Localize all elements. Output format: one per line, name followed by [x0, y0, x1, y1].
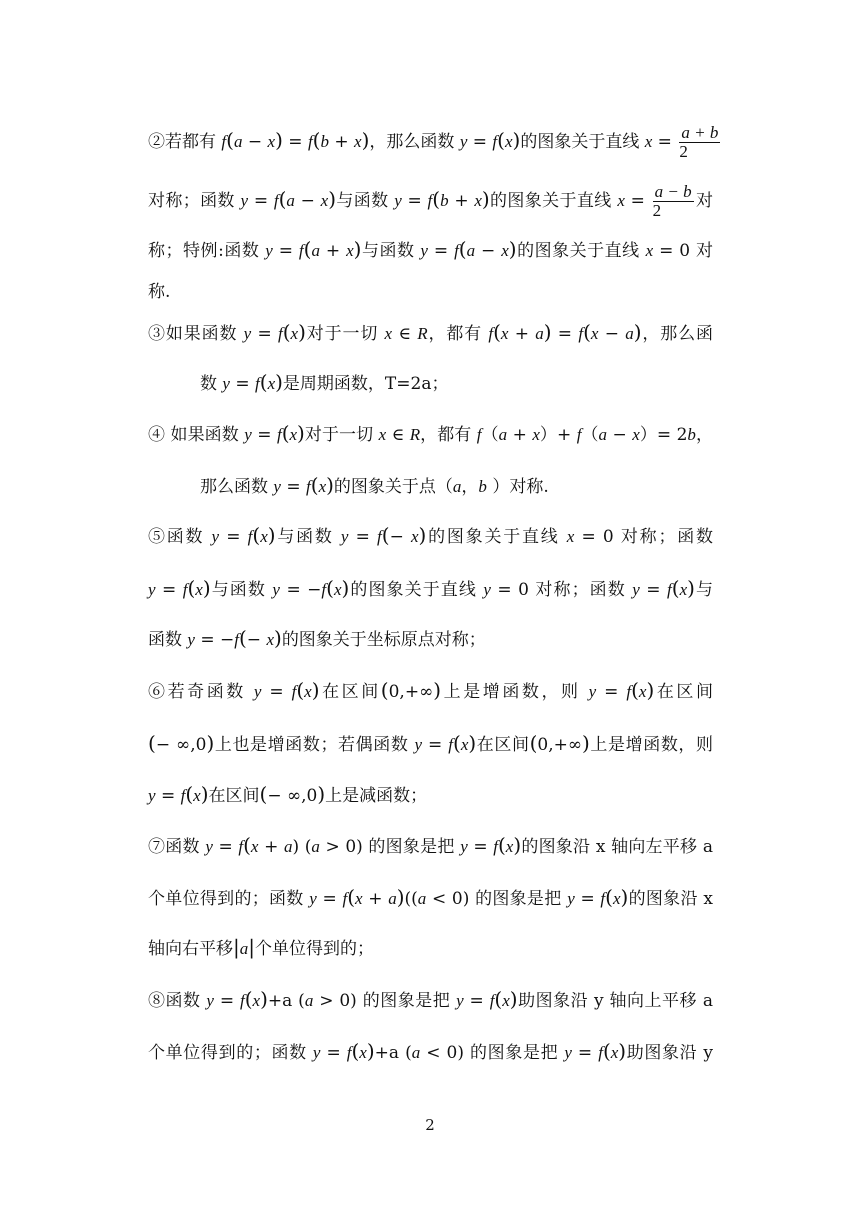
text-line: ⑤函数 y = f(x)与函数 y = f(− x)的图象关于直线 x = 0 对称；函数 [148, 523, 713, 547]
text-line: 数 y = f(x)是周期函数，T=2a； [200, 370, 449, 394]
text-line: y = f(x)在区间(− ∞,0)上是减函数； [148, 782, 428, 806]
fraction: $\frac{a - b}{2}$ [652, 182, 692, 220]
text-line: 个单位得到的；函数 y = f(x)+a (a < 0) 的图象是把 y = f(x)助图象沿 y [148, 1039, 713, 1063]
text-line: ④ 如果函数 y = f(x)对于一切 x ∈ R，都有 f（a + x）+ f（a − x）= 2b， [148, 421, 713, 445]
text-line: 函数 y = −f(− x)的图象关于坐标原点对称； [148, 626, 486, 650]
text-line: 那么函数 y = f(x)的图象关于点（a，b ）对称. [200, 473, 549, 497]
text-line: ⑦函数 y = f(x + a) (a > 0) 的图象是把 y = f(x)的图象沿 x 轴向左平移 a [148, 833, 713, 857]
text-line: ⑥若奇函数 y = f(x)在区间(0,+∞)上是增函数，则 y = f(x)在区间 [148, 678, 714, 702]
text-line: y = f(x)与函数 y = −f(x)的图象关于直线 y = 0 对称；函数 y = f(x)与 [148, 576, 713, 600]
text-line: 称. [148, 282, 171, 302]
page-number: 2 [425, 1116, 435, 1134]
text-line: (− ∞,0)上也是增函数；若偶函数 y = f(x)在区间(0,+∞)上是增函数，则 [148, 731, 714, 755]
text-line: 轴向右平移|a|个单位得到的； [148, 935, 374, 959]
text-line: 对称；函数 y = f(a − x)与函数 y = f(b + x)的图象关于直线 x = $\frac{a - b}{2}$ 对 [148, 182, 713, 220]
text-line: 个单位得到的；函数 y = f(x + a)((a < 0) 的图象是把 y = f(x)的图象沿 x [148, 885, 714, 909]
fraction: $\frac{a + b}{2}$ [679, 123, 719, 161]
text-line: 称；特例:函数 y = f(a + x)与函数 y = f(a − x)的图象关于直线 x = 0 对 [148, 237, 713, 261]
text-line: ③如果函数 y = f(x)对于一切 x ∈ R，都有 f(x + a) = f(x − a)，那么函 [148, 320, 714, 344]
text-line: ②若都有 f(a − x) = f(b + x)，那么函数 y = f(x)的图象关于直线 x = $\frac{a + b}{2}$ [148, 123, 719, 161]
text-line: ⑧函数 y = f(x)+a (a > 0) 的图象是把 y = f(x)助图象沿 y 轴向上平移 a [148, 987, 713, 1011]
